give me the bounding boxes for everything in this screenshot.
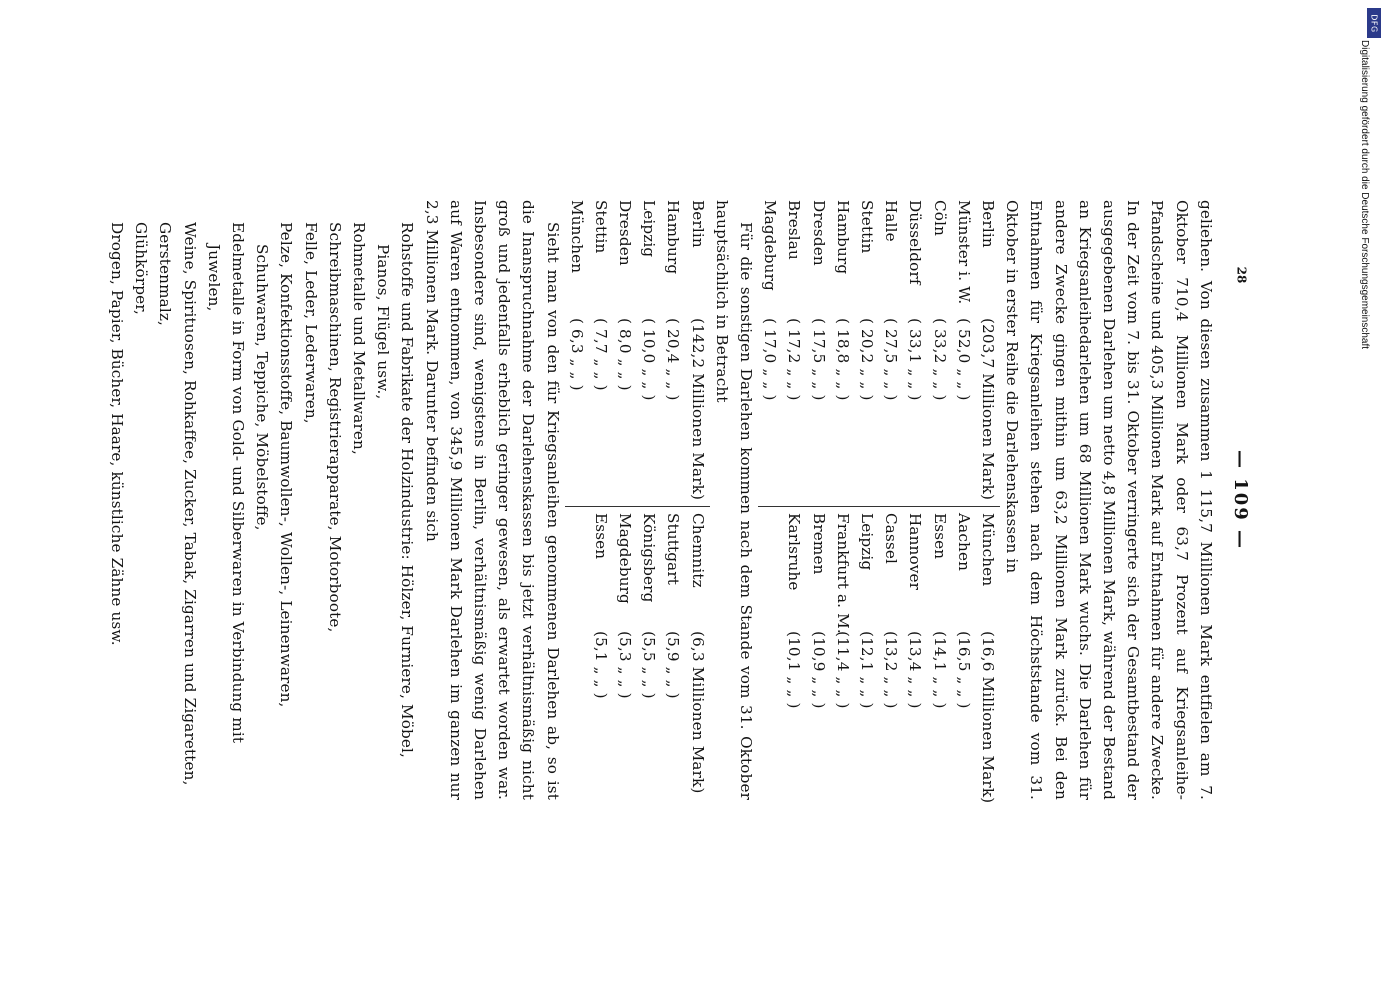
paragraph-1: geliehen. Von diesen zusammen 1 115,7 Millionen Mark entfielen am 7. Oktober 710,4 Millionen Mark oder 63,7 Prozent auf Kriegsanleihe-Pfandscheine und 405,3 Millionen Mark auf Entnahmen für andere Zwecke. In der Zeit vom 7. bis 31. Oktober verringerte sich der Gesamtbestand der ausgegebenen Darlehen um netto 4,8 Millionen Mark, während der Bestand an Kriegsanleihedarlehen um 68 Millionen Mark wuchs. Die Darlehen für andere Zwecke gingen mithin um 63,2 Millionen Mark zurück. Bei den Entnahmen für Kriegsanleihen stehen nach dem Höchststande vom 31. Oktober in erster Reihe die Darlehenskassen in: [1003, 200, 1215, 800]
value: (5,1 „ „ ): [591, 631, 610, 699]
list-item: Rohmetalle und Metallwaren,: [349, 222, 368, 455]
table-row: [806, 513, 830, 803]
table-row: [661, 200, 685, 500]
value: ( 6,3 „ „ ): [567, 318, 586, 391]
value: ( 33,1 „ „ ): [906, 318, 925, 401]
table-row: [976, 200, 1000, 500]
value: (5,9 „ „ ): [664, 631, 683, 699]
table-row: [927, 200, 951, 500]
city: Stuttgart: [664, 513, 683, 586]
table-row: [782, 513, 806, 803]
value: ( 7,7 „ „ ): [591, 318, 610, 391]
list-item: Felle, Leder, Lederwaren,: [301, 222, 320, 424]
city: Magdeburg: [761, 200, 780, 291]
table-row: [903, 513, 927, 803]
dfg-logo: [1367, 8, 1381, 38]
list-item: Edelmetalle in Form von Gold- und Silberwaren in Verbindung mit Juwelen,: [204, 222, 247, 744]
table-row: [661, 513, 685, 800]
value: ( 27,5 „ „ ): [882, 318, 901, 401]
city: Leipzig: [858, 513, 877, 571]
list-item: Schreibmaschinen, Registrierapparate, Motorboote,: [325, 222, 344, 633]
value: (10,9 „ „ ): [809, 631, 828, 709]
value: (13,4 „ „ ): [906, 631, 925, 709]
table-row: [637, 513, 661, 800]
list-item: Rohstoffe und Fabrikate der Holzindustrie: Hölzer, Furniere, Möbel, Pianos, Flügel usw.,: [374, 222, 417, 759]
dfg-logo-text: DFG: [1369, 13, 1379, 33]
city: Stettin: [858, 200, 877, 254]
value: ( 17,0 „ „ ): [761, 318, 780, 401]
city: München: [567, 200, 586, 274]
city: Cassel: [882, 513, 901, 565]
table-row: [976, 513, 1000, 803]
city: Königsberg: [640, 513, 659, 603]
city: Berlin: [978, 200, 997, 248]
value: ( 18,8 „ „ ): [833, 318, 852, 401]
city: Essen: [930, 513, 949, 560]
table-row: [686, 200, 710, 500]
city: Hannover: [906, 513, 925, 591]
list-item: Weine, Spirituosen, Rohkaffee, Zucker, Tabak, Zigarren und Zigaretten,: [180, 222, 199, 786]
value: ( 52,0 „ „ ): [954, 318, 973, 401]
paragraph-3: Sieht man von den für Kriegsanleihen genommenen Darlehen ab, so ist die Inanspruchnahme der Darlehenskassen bis jetzt verhältnismäßig nicht groß und jedenfalls erheblich geringer gewesen, als erwartet worden war. Insbesondere sind, wenigstens in Berlin, verhältnismäßig wenig Darlehen auf Waren entnommen, von 345,9 Millionen Mark Darlehen im ganzen nur 2,3 Millionen Mark. Darunter befinden sich: [422, 200, 562, 800]
city: Essen: [591, 513, 610, 560]
table-sonstige-left: [565, 200, 710, 507]
table-kriegsanleihe-left: [758, 200, 1000, 507]
city: München: [978, 513, 997, 587]
table-row: [903, 200, 927, 500]
value: (5,5 „ „ ): [640, 631, 659, 699]
city: Chemnitz: [688, 513, 707, 588]
table-row: [927, 513, 951, 803]
value: (6,3 Millionen Mark): [688, 631, 707, 794]
value: ( 10,0 „ „ ): [640, 318, 659, 401]
list-item: Pelze, Konfektionsstoffe, Baumwollen-, Wollen-, Leinenwaren, Schuhwaren, Teppiche, Möbelstoffe,: [253, 222, 296, 708]
city: Stettin: [591, 200, 610, 254]
city: Bremen: [809, 513, 828, 575]
value: (12,1 „ „ ): [858, 631, 877, 709]
city: Münster i. W.: [954, 200, 973, 305]
city: Dresden: [809, 200, 828, 266]
city: Magdeburg: [616, 513, 635, 604]
city: Karlsruhe: [785, 513, 804, 591]
table-row: [952, 200, 976, 500]
table-row: [782, 200, 806, 500]
table-row: [952, 513, 976, 803]
city: Frankfurt a. M.: [833, 513, 852, 634]
table-row: [613, 200, 637, 500]
table-sonstige-right: [565, 507, 710, 800]
value: (14,1 „ „ ): [930, 631, 949, 709]
signature-mark: 28: [1234, 266, 1249, 284]
value: ( 20,2 „ „ ): [858, 318, 877, 401]
value: (142,2 Millionen Mark): [688, 318, 707, 501]
table-row: [589, 200, 613, 500]
value: (13,2 „ „ ): [882, 631, 901, 709]
value: (16,5 „ „ ): [954, 631, 973, 709]
table-row: [565, 200, 589, 500]
city: Hamburg: [664, 200, 683, 275]
table-row: [637, 200, 661, 500]
city: Berlin: [688, 200, 707, 248]
city: Düsseldorf: [906, 200, 925, 285]
table-row: [613, 513, 637, 800]
city: Leipzig: [640, 200, 659, 258]
table-row: [589, 513, 613, 800]
value: ( 8,0 „ „ ): [616, 318, 635, 391]
value: (5,3 „ „ ): [616, 631, 635, 699]
table-row: [879, 200, 903, 500]
rotated-page: [107, 200, 1252, 804]
value: (10,1 „ „ ): [785, 631, 804, 709]
page-number-header: — 109 —: [1230, 449, 1251, 551]
city: Aachen: [954, 513, 973, 572]
table-kriegsanleihe-right: [758, 507, 1000, 803]
table-kriegsanleihe: [758, 200, 1000, 804]
value: ( 33,2 „ „ ): [930, 318, 949, 401]
value: ( 20,4 „ „ ): [664, 318, 683, 401]
value: ( 17,2 „ „ ): [785, 318, 804, 401]
table-row: [879, 513, 903, 803]
list-item: Glühkörper,: [132, 222, 151, 315]
table-row: [758, 200, 782, 500]
value: (203,7 Millionen Mark): [978, 318, 997, 501]
table-row: [686, 513, 710, 800]
table-row: [855, 200, 879, 500]
table-row: [831, 200, 855, 500]
table-row: [855, 513, 879, 803]
table-sonstige-darlehen: [565, 200, 710, 800]
value: (11,4 „ „ ): [833, 631, 852, 709]
dfg-funding-note: Digitalisierung gefördert durch die Deutsche Forschungsgemeinschaft: [1359, 40, 1370, 350]
value: (16,6 Millionen Mark): [978, 631, 997, 804]
table-row: [806, 200, 830, 500]
city: Cöln: [930, 200, 949, 237]
city: Breslau: [785, 200, 804, 260]
city: Dresden: [616, 200, 635, 266]
table-row: [831, 513, 855, 803]
paragraph-2: Für die sonstigen Darlehen kommen nach dem Stande vom 31. Oktober hauptsächlich in Betracht: [712, 200, 756, 800]
list-item: Gerstenmalz,: [156, 222, 175, 326]
value: ( 17,5 „ „ ): [809, 318, 828, 401]
list-item: Drogen, Papier, Bücher, Haare, künstliche Zähne usw.: [107, 222, 126, 646]
goods-list: [105, 200, 420, 800]
city: Halle: [882, 200, 901, 242]
city: Hamburg: [833, 200, 852, 275]
